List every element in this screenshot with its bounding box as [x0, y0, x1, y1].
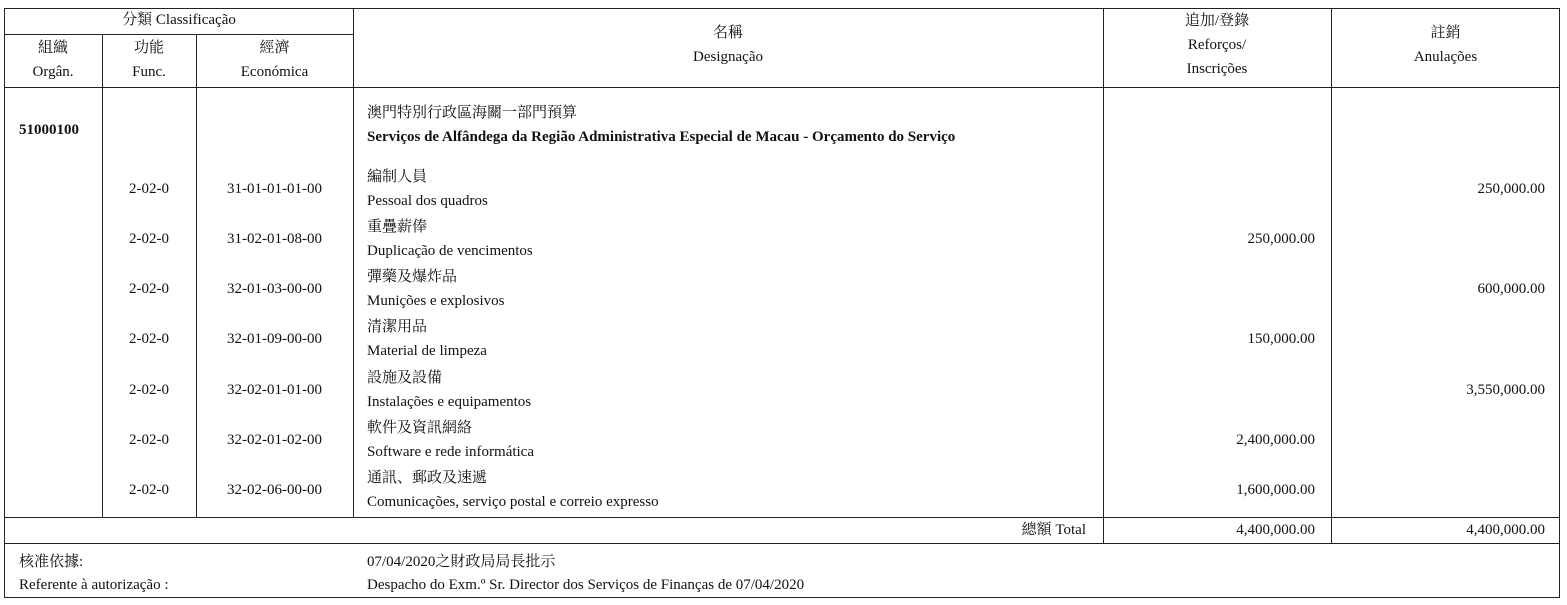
header-annul-pt: Anulações: [1413, 49, 1478, 65]
service-name-pt: Serviços de Alfândega da Região Administrativa Especial de Macau - Orçamento do Serviço: [367, 129, 956, 145]
row-name-pt: Pessoal dos quadros: [367, 193, 488, 209]
row-func: 2-02-0: [129, 432, 169, 448]
approval-text-zh: 07/04/2020之財政局局長批示: [367, 554, 556, 570]
basis-label-zh: 核准依據:: [19, 554, 84, 570]
approval-text-pt: Despacho do Exm.º Sr. Director dos Serviços de Finanças de 07/04/2020: [367, 577, 805, 593]
row-reinforcement: 2,400,000.00: [1236, 432, 1315, 448]
row-econ: 31-02-01-08-00: [227, 231, 322, 247]
header-reinf-pt2: Inscrições: [1186, 61, 1248, 77]
header-classification: 分類 Classificação: [122, 12, 236, 28]
total-bottom-line: [4, 543, 1560, 544]
header-func-zh: 功能: [133, 40, 164, 56]
header-econ-zh: 經濟: [259, 40, 290, 56]
row-name-zh: 編制人員: [367, 169, 428, 185]
row-name-pt: Instalações e equipamentos: [367, 394, 532, 410]
budget-table: [4, 8, 1560, 598]
header-annul-zh: 註銷: [1430, 25, 1461, 41]
header-name-pt: Designação: [693, 49, 763, 65]
row-econ: 32-02-01-01-00: [227, 382, 322, 398]
row-name-zh: 設施及設備: [367, 370, 443, 386]
row-reinforcement: 250,000.00: [1247, 231, 1315, 247]
row-name-pt: Software e rede informática: [367, 444, 534, 460]
col-divider-reinf: [1331, 8, 1332, 543]
header-bottom-line: [4, 87, 1560, 88]
header-divider: [4, 34, 354, 35]
row-econ: 32-01-03-00-00: [227, 281, 322, 297]
total-reinforcement: 4,400,000.00: [1236, 522, 1315, 538]
total-label: 總額 Total: [1021, 522, 1086, 538]
header-org-pt: Orgân.: [32, 64, 74, 80]
row-func: 2-02-0: [129, 382, 169, 398]
service-name-zh: 澳門特別行政區海關一部門預算: [367, 105, 578, 121]
row-name-zh: 彈藥及爆炸品: [367, 269, 458, 285]
col-divider-name: [1103, 8, 1104, 543]
row-name-zh: 重疊薪俸: [367, 219, 428, 235]
header-econ-pt: Económica: [240, 64, 309, 80]
row-econ: 31-01-01-01-00: [227, 181, 322, 197]
row-name-zh: 清潔用品: [367, 319, 428, 335]
row-func: 2-02-0: [129, 331, 169, 347]
col-divider-econ: [353, 8, 354, 517]
row-econ: 32-01-09-00-00: [227, 331, 322, 347]
row-annulment: 600,000.00: [1477, 281, 1545, 297]
row-func: 2-02-0: [129, 231, 169, 247]
header-org-zh: 組織: [37, 40, 68, 56]
row-func: 2-02-0: [129, 181, 169, 197]
row-name-pt: Comunicações, serviço postal e correio expresso: [367, 494, 659, 510]
row-annulment: 3,550,000.00: [1466, 382, 1545, 398]
row-reinforcement: 150,000.00: [1247, 331, 1315, 347]
header-name-zh: 名稱: [712, 25, 743, 41]
row-func: 2-02-0: [129, 281, 169, 297]
org-code: 51000100: [19, 122, 79, 138]
row-reinforcement: 1,600,000.00: [1236, 482, 1315, 498]
header-reinf-pt1: Reforços/: [1187, 37, 1247, 53]
body-bottom-line: [4, 517, 1560, 518]
row-name-pt: Material de limpeza: [367, 343, 487, 359]
basis-label-pt: Referente à autorização :: [19, 577, 169, 593]
header-reinf-zh: 追加/登錄: [1184, 13, 1250, 29]
total-annulment: 4,400,000.00: [1466, 522, 1545, 538]
row-econ: 32-02-01-02-00: [227, 432, 322, 448]
row-name-zh: 軟件及資訊網絡: [367, 420, 473, 436]
row-name-pt: Duplicação de vencimentos: [367, 243, 533, 259]
row-func: 2-02-0: [129, 482, 169, 498]
row-name-zh: 通訊、郵政及速遞: [367, 470, 488, 486]
row-econ: 32-02-06-00-00: [227, 482, 322, 498]
row-name-pt: Munições e explosivos: [367, 293, 505, 309]
row-annulment: 250,000.00: [1477, 181, 1545, 197]
header-func-pt: Func.: [132, 64, 166, 80]
